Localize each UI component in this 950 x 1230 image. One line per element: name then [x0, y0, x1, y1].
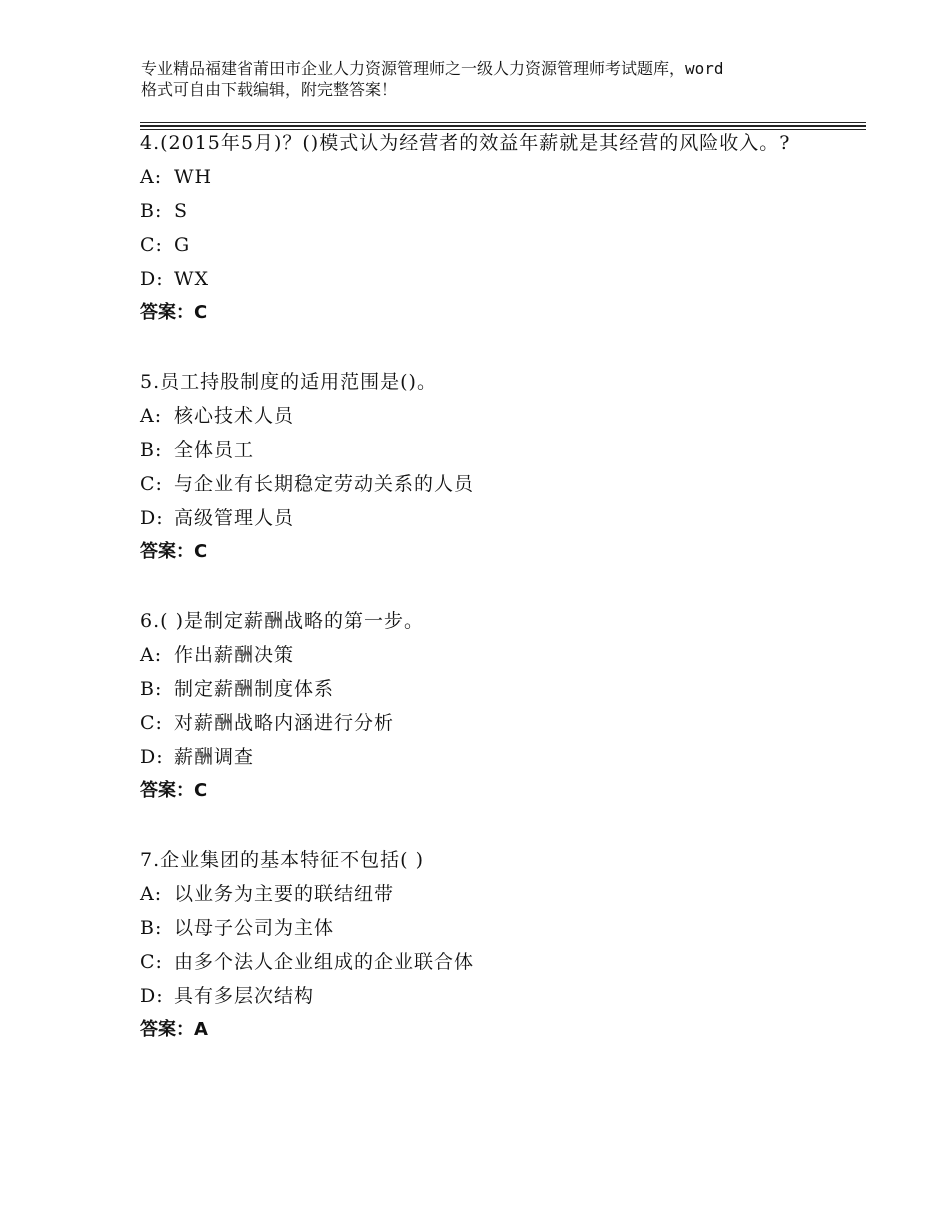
question-spacer	[140, 808, 840, 843]
option-c	[140, 945, 840, 979]
option-text: 以业务为主要的联结纽带	[174, 883, 395, 905]
option-a	[140, 160, 840, 194]
option-text: 作出薪酬决策	[174, 644, 295, 666]
option-d	[140, 740, 840, 774]
question-list	[140, 126, 840, 1047]
option-letter: A:	[140, 644, 163, 666]
option-b	[140, 911, 840, 945]
option-letter: D:	[140, 268, 164, 290]
option-d	[140, 979, 840, 1013]
option-letter: A:	[140, 405, 163, 427]
option-text: 由多个法人企业组成的企业联合体	[174, 951, 475, 973]
question-item	[140, 843, 840, 1047]
option-c	[140, 706, 840, 740]
answer-line: 答案：A	[140, 1019, 208, 1040]
option-letter: D:	[140, 746, 164, 768]
answer-line: 答案：C	[140, 541, 208, 562]
option-text: 制定薪酬制度体系	[174, 678, 335, 700]
header-line-2: 格式可自由下载编辑，附完整答案！	[141, 80, 398, 99]
option-text: 具有多层次结构	[174, 985, 315, 1007]
option-c	[140, 228, 840, 262]
option-a	[140, 877, 840, 911]
option-letter: C:	[140, 473, 163, 495]
option-letter: B:	[140, 917, 163, 939]
option-text: 薪酬调查	[174, 746, 255, 768]
option-a	[140, 638, 840, 672]
option-b	[140, 194, 840, 228]
option-text: 对薪酬战略内涵进行分析	[174, 712, 395, 734]
question-text: 4.(2015年5月)？()模式认为经营者的效益年薪就是其经营的风险收入。?	[140, 132, 791, 154]
option-d	[140, 262, 840, 296]
option-letter: D:	[140, 985, 164, 1007]
option-text: WH	[174, 166, 213, 188]
answer-line: 答案：C	[140, 302, 208, 323]
option-c	[140, 467, 840, 501]
option-text: 以母子公司为主体	[174, 917, 335, 939]
option-letter: A:	[140, 883, 163, 905]
question-spacer	[140, 330, 840, 365]
option-b	[140, 672, 840, 706]
header-rule-thin-top	[140, 122, 866, 123]
option-d	[140, 501, 840, 535]
header-line-1: 专业精品福建省莆田市企业人力资源管理师之一级人力资源管理师考试题库，word	[141, 59, 724, 78]
option-text: 核心技术人员	[174, 405, 295, 427]
option-letter: B:	[140, 439, 163, 461]
option-text: G	[174, 234, 191, 256]
option-letter: B:	[140, 678, 163, 700]
page-header	[141, 58, 861, 100]
option-letter: D:	[140, 507, 164, 529]
question-text: 6.( )是制定薪酬战略的第一步。	[140, 610, 424, 632]
option-text: S	[174, 200, 189, 222]
option-letter: C:	[140, 951, 163, 973]
question-item	[140, 126, 840, 330]
option-text: 高级管理人员	[174, 507, 295, 529]
question-item	[140, 604, 840, 808]
option-a	[140, 399, 840, 433]
option-letter: C:	[140, 712, 163, 734]
question-item	[140, 365, 840, 569]
option-letter: A:	[140, 166, 163, 188]
answer-line: 答案：C	[140, 780, 208, 801]
option-text: WX	[174, 268, 210, 290]
option-letter: C:	[140, 234, 163, 256]
option-b	[140, 433, 840, 467]
option-letter: B:	[140, 200, 163, 222]
question-text: 7.企业集团的基本特征不包括( )	[140, 849, 424, 871]
option-text: 全体员工	[174, 439, 255, 461]
option-text: 与企业有长期稳定劳动关系的人员	[174, 473, 475, 495]
question-text: 5.员工持股制度的适用范围是()。	[140, 371, 437, 393]
question-spacer	[140, 569, 840, 604]
